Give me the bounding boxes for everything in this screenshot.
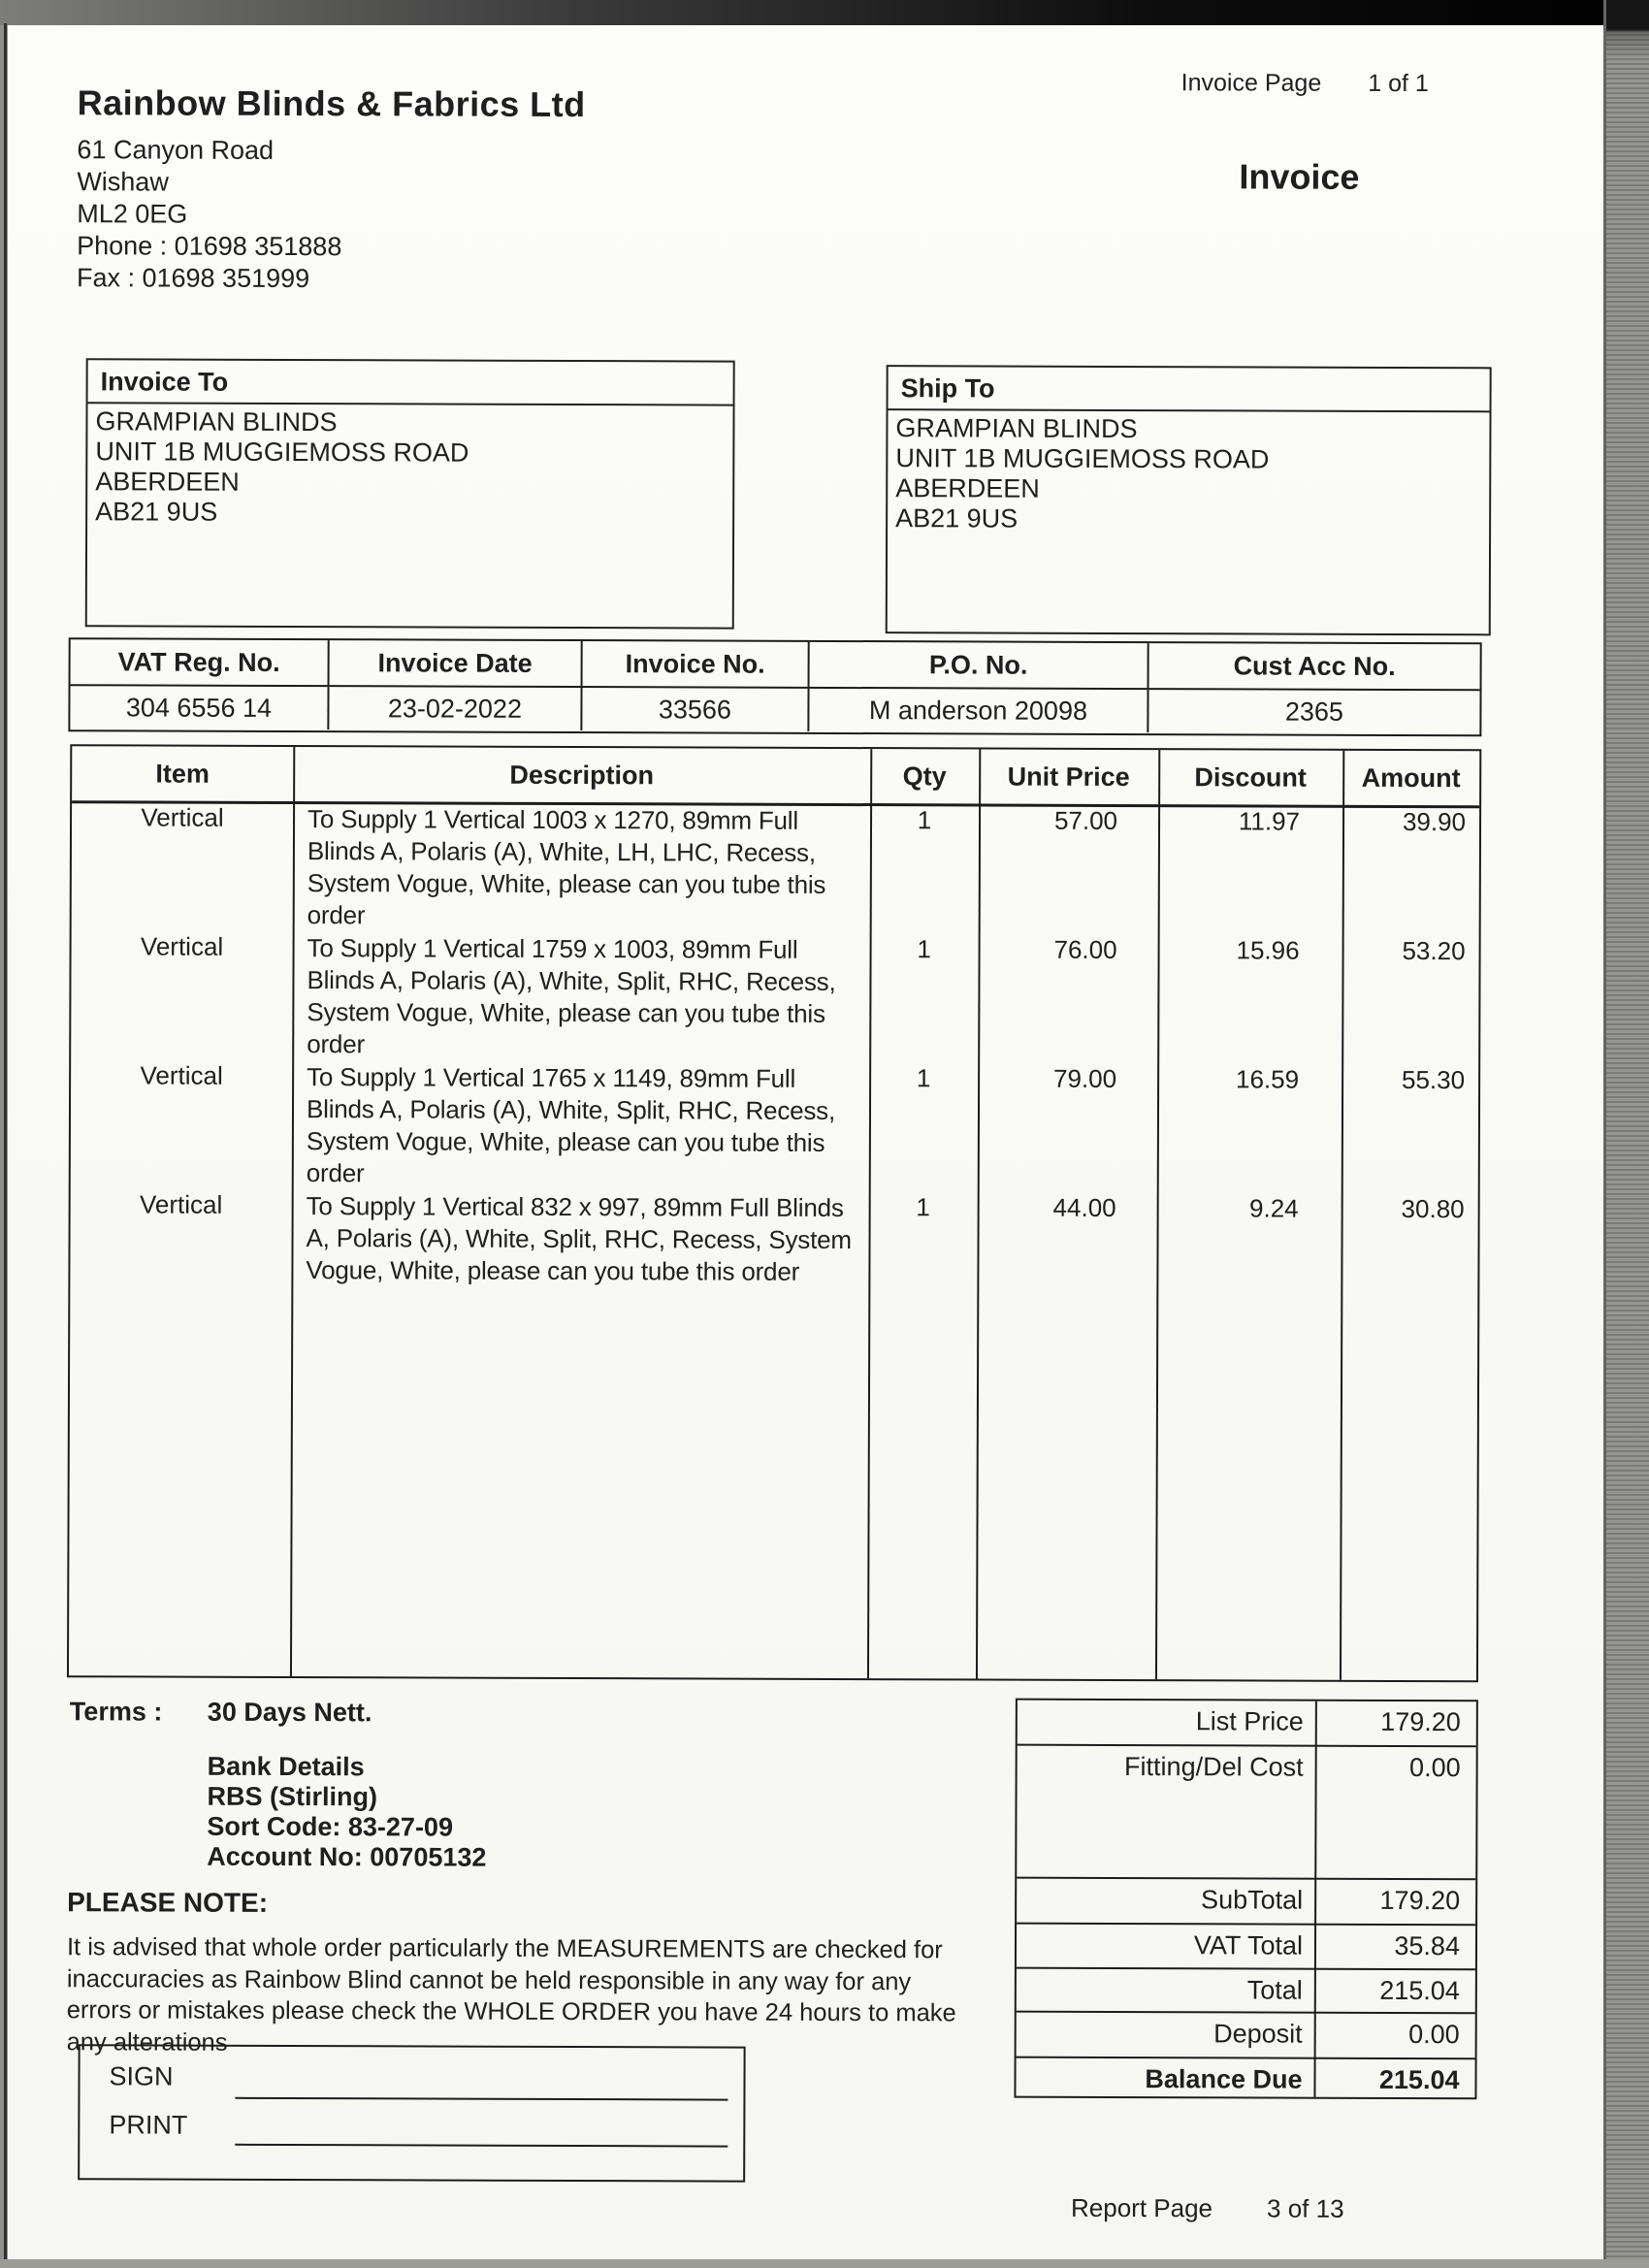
meta-header-po: P.O. No. [810, 642, 1149, 688]
discount-cell: 16.59 [1235, 1064, 1300, 1094]
ship-to-box [886, 365, 1492, 635]
scanner-right-edge [1603, 0, 1649, 2268]
company-phone: Phone : 01698 351888 [77, 231, 342, 262]
table-row [71, 1060, 1478, 1194]
bank-details-block [207, 1752, 487, 1873]
scanner-top-edge [0, 0, 1649, 25]
unit-price-cell: 57.00 [1053, 805, 1118, 835]
invoice-to-box [85, 358, 735, 629]
invoice-to-line: GRAMPIAN BLINDS [95, 406, 338, 437]
meta-value-row [70, 686, 1479, 733]
sign-line [235, 2097, 728, 2101]
ship-to-line: ABERDEEN [895, 473, 1040, 503]
unit-price-cell: 44.00 [1052, 1192, 1116, 1222]
qty-cell: 1 [916, 1192, 930, 1222]
invoice-page-indicator [1181, 69, 1429, 98]
totals-label: Deposit [1213, 2019, 1303, 2049]
totals-row-subtotal [1017, 1877, 1475, 1925]
description-cell: To Supply 1 Vertical 832 x 997, 89mm Full Blinds A, Polaris (A), White, Split, RHC, Recess, System Vogue, White, please can you tube this order [306, 1191, 852, 1286]
table-row [70, 1189, 1477, 1323]
meta-value-vat: 304 6556 14 [70, 686, 329, 729]
table-row [71, 931, 1478, 1065]
invoice-to-line: AB21 9US [95, 497, 218, 527]
meta-header-date: Invoice Date [330, 640, 583, 686]
item-type-cell: Vertical [141, 802, 224, 832]
meta-value-cust-acc: 2365 [1284, 697, 1344, 727]
totals-label: List Price [1195, 1706, 1304, 1736]
disclaimer-text: It is advised that whole order particularly the MEASUREMENTS are checked for inaccuracies as Rainbow Blind cannot be held responsible in any way for any errors or mistakes please check the WHOLE ORDER you have 24 hours to make any alterations [66, 1933, 956, 2057]
print-line [235, 2144, 728, 2148]
bank-account-no: Account No: 00705132 [207, 1841, 487, 1872]
company-fax: Fax : 01698 351999 [76, 263, 310, 294]
company-name: Rainbow Blinds & Fabrics Ltd [77, 82, 586, 125]
sign-label: SIGN [109, 2061, 174, 2091]
items-header-discount: Discount [1194, 761, 1308, 793]
invoice-to-label: Invoice To [88, 360, 733, 405]
report-page-label: Report Page [1071, 2192, 1213, 2223]
ship-to-label: Ship To [889, 367, 1490, 412]
unit-price-cell: 79.00 [1052, 1063, 1117, 1093]
items-header-row [72, 746, 1479, 808]
totals-label: VAT Total [1193, 1930, 1304, 1960]
discount-cell: 15.96 [1236, 935, 1300, 965]
items-header-unit-price: Unit Price [1007, 761, 1130, 792]
totals-value: 179.20 [1379, 1885, 1461, 1916]
items-header-item: Item [155, 759, 210, 789]
totals-value: 0.00 [1408, 2020, 1460, 2050]
amount-cell: 55.30 [1401, 1065, 1466, 1095]
totals-row-fitting-del-cost [1017, 1744, 1475, 1879]
bank-details-heading: Bank Details [207, 1751, 365, 1782]
document-title: Invoice [1239, 156, 1360, 197]
qty-cell: 1 [917, 805, 932, 835]
totals-row-balance-due [1016, 2057, 1474, 2102]
totals-label: Total [1246, 1975, 1303, 2005]
totals-row-total [1017, 1967, 1475, 2013]
ship-to-line: UNIT 1B MUGGIEMOSS ROAD [895, 443, 1270, 474]
meta-header-cust-acc: Cust Acc No. [1233, 650, 1396, 681]
qty-cell: 1 [916, 1063, 931, 1093]
terms-label: Terms : [69, 1697, 163, 1727]
item-type-cell: Vertical [140, 931, 224, 961]
totals-value: 0.00 [1409, 1753, 1461, 1783]
totals-value: 215.04 [1378, 2064, 1460, 2095]
invoice-meta-table [68, 637, 1481, 736]
totals-value: 215.04 [1379, 1975, 1460, 2006]
company-address-line: 61 Canyon Road [77, 135, 275, 165]
amount-cell: 53.20 [1402, 936, 1466, 966]
scanner-left-edge [4, 23, 7, 2260]
invoice-to-line: ABERDEEN [95, 467, 240, 497]
company-address-line: Wishaw [77, 167, 169, 197]
item-type-cell: Vertical [139, 1189, 223, 1219]
unit-price-cell: 76.00 [1053, 934, 1117, 964]
please-note-heading: PLEASE NOTE: [67, 1887, 269, 1918]
item-type-cell: Vertical [140, 1060, 223, 1090]
totals-label: Balance Due [1145, 2064, 1303, 2094]
invoice-to-line: UNIT 1B MUGGIEMOSS ROAD [95, 437, 469, 468]
discount-cell: 9.24 [1248, 1193, 1299, 1223]
totals-row-deposit [1017, 2011, 1475, 2058]
totals-label: SubTotal [1201, 1885, 1304, 1915]
meta-header-invoice-no: Invoice No. [583, 641, 810, 687]
totals-row-vat-total [1017, 1923, 1475, 1969]
description-cell: To Supply 1 Vertical 1759 x 1003, 89mm Full Blinds A, Polaris (A), White, Split, RHC, Recess, System Vogue, White, please can you tube this order [307, 933, 836, 1059]
meta-header-vat: VAT Reg. No. [71, 639, 330, 685]
totals-value: 179.20 [1380, 1706, 1461, 1737]
description-cell: To Supply 1 Vertical 1003 x 1270, 89mm Full Blinds A, Polaris (A), White, LH, LHC, Recess, System Vogue, White, please can you tube this order [307, 804, 826, 930]
totals-label: Fitting/Del Cost [1124, 1752, 1304, 1782]
scanner-bottom-edge [0, 2259, 1649, 2268]
items-header-qty: Qty [902, 761, 947, 791]
report-page-value: 3 of 13 [1266, 2193, 1344, 2223]
table-row [72, 802, 1479, 936]
meta-value-date: 23-02-2022 [329, 687, 582, 730]
meta-value-po: M anderson 20098 [809, 689, 1148, 732]
discount-cell: 11.97 [1238, 806, 1301, 836]
items-header-description: Description [509, 760, 655, 790]
ship-to-line: GRAMPIAN BLINDS [895, 413, 1138, 444]
invoice-page-value: 1 of 1 [1368, 69, 1429, 98]
items-header-amount: Amount [1361, 762, 1461, 793]
bank-sort-code: Sort Code: 83-27-09 [207, 1811, 454, 1842]
invoice-page-label: Invoice Page [1180, 69, 1322, 97]
amount-cell: 39.90 [1402, 807, 1467, 837]
description-cell: To Supply 1 Vertical 1765 x 1149, 89mm Full Blinds A, Polaris (A), White, Split, RHC, Recess, System Vogue, White, please can you tube this order [306, 1062, 836, 1188]
report-page-indicator [1071, 2193, 1344, 2224]
ship-to-line: AB21 9US [895, 503, 1018, 534]
meta-header-row [71, 639, 1480, 691]
qty-cell: 1 [917, 934, 931, 964]
meta-value-invoice-no: 33566 [582, 688, 809, 731]
terms-value: 30 Days Nett. [207, 1697, 372, 1728]
totals-row-list-price [1018, 1701, 1476, 1746]
totals-value: 35.84 [1394, 1930, 1461, 1961]
signature-box [78, 2044, 745, 2182]
line-items-table [67, 744, 1481, 1682]
company-address-line: ML2 0EG [77, 199, 188, 229]
bank-name: RBS (Stirling) [207, 1781, 378, 1812]
print-label: PRINT [109, 2110, 188, 2140]
totals-box [1014, 1699, 1477, 2100]
amount-cell: 30.80 [1401, 1194, 1465, 1224]
